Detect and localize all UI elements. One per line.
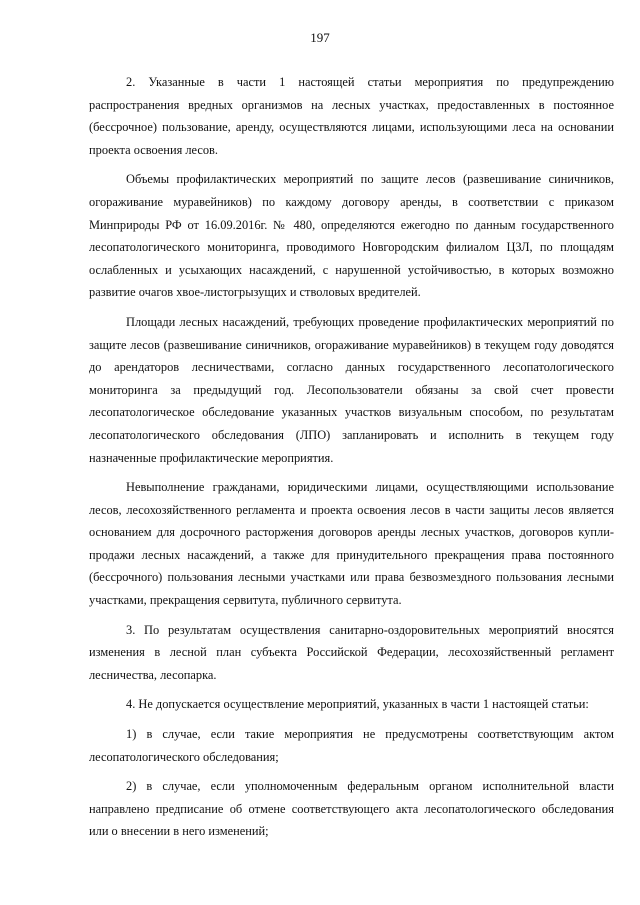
paragraph: 2. Указанные в части 1 настоящей статьи мероприятия по предупреждению распространения вредных организмов на лесных участках, предоставленных в постоянное (бессрочное) пользование, аренду, осуществляются лицами, использующими леса на основании проекта освоения лесов. [89,75,614,157]
document-body [89,71,614,850]
page-number: 197 [310,30,330,45]
paragraph: 4. Не допускается осуществление мероприятий, указанных в части 1 настоящей статьи: [126,697,589,712]
paragraph: 1) в случае, если такие мероприятия не предусмотрены соответствующим актом лесопатологического обследования; [89,727,614,764]
paragraph: Объемы профилактических мероприятий по защите лесов (развешивание синичников, огораживание муравейников) по каждому договору аренды, в соответствии с приказом Минприроды РФ от 16.09.2016г. № 480, определяются ежегодно по данным государственного лесопатологического мониторинга, проводимого Новгородским филиалом ЦЗЛ, по площадям ослабленных и усыхающих насаждений, с нарушенной устойчивостью, в которых возможно развитие очагов хвое-листогрызущих и стволовых вредителей. [89,172,614,300]
paragraph: 2) в случае, если уполномоченным федеральным органом исполнительной власти направлено предписание об отмене соответствующего акта лесопатологического обследования или о внесении в него изменений; [89,779,614,839]
paragraph: Площади лесных насаждений, требующих проведение профилактических мероприятий по защите лесов (развешивание синичников, огораживание муравейников) в текущем году доводятся до арендаторов лесничествами, согласно данных государственного лесопатологического мониторинга за предыдущий год. Лесопользователи обязаны за свой счет провести лесопатологическое обследование указанных участков визуальным способом, по результатам лесопатологического обследования (ЛПО) запланировать и исполнить в текущем году назначенные профилактические мероприятия. [89,314,614,465]
paragraph: Невыполнение гражданами, юридическими лицами, осуществляющими использование лесов, лесохозяйственного регламента и проекта освоения лесов в части защиты лесов является основанием для досрочного расторжения договоров аренды лесных участков, договоров купли-продажи лесных насаждений, а также для принудительного прекращения права постоянного (бессрочного) пользования лесными участками или права безвозмездного пользования лесными участками, прекращения сервитута, публичного сервитута. [89,480,614,608]
paragraph: 3. По результатам осуществления санитарно-оздоровительных мероприятий вносятся изменения в лесной план субъекта Российской Федерации, лесохозяйственный регламент лесничества, лесопарка. [89,622,614,682]
